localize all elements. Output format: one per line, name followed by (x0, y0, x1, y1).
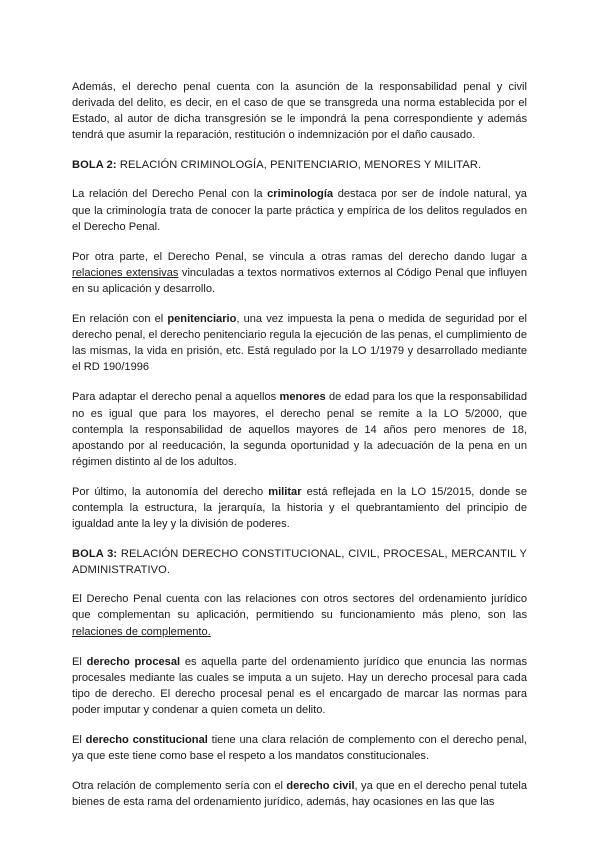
text-run: vinculadas a textos normativos externos al Código Penal que influyen en su aplicación y desarrollo. (72, 266, 527, 295)
underlined-term: relaciones de complemento. (72, 625, 211, 638)
text-run: , una vez impuesta la pena o medida de seguridad por el derecho penal, el derecho penitenciario regula la ejecución de las penas, el cumplimiento de las mismas, la vida en prisión, etc. Está regulado por la LO 1/1979 y desarrollado mediante el RD 190/1996 (72, 313, 527, 374)
text-run: Además, el derecho penal cuenta con la asunción de la responsabilidad penal y civil derivada del delito, es decir, en el caso de que se transgreda una norma establecida por el Estado, al autor de dicha transgresión se le impondrá la pena correspondiente y además tendrá que asumir la reparación, restitución o indemnización por el daño causado. (72, 81, 527, 142)
bold-term: BOLA 3: (72, 548, 118, 561)
text-run: Por otra parte, el Derecho Penal, se vincula a otras ramas del derecho dando lugar a (72, 250, 527, 263)
text-run: Para adaptar el derecho penal a aquellos (72, 391, 280, 404)
bold-term: menores (279, 391, 326, 404)
text-run: tiene una clara relación de complemento con el derecho penal, ya que este tiene como base el respeto a los mandatos constitucionales. (72, 734, 528, 763)
text-run: RELACIÓN CRIMINOLOGÍA, PENITENCIARIO, MENORES Y MILITAR. (116, 159, 482, 172)
text-run: destaca por ser de índole natural, ya que la criminología trata de conocer la parte práctica y empírica de los delitos regulados en el Derecho Penal. (72, 188, 527, 233)
text-run: está reflejada en la LO 15/2015, donde se contempla la estructura, la jerarquía, la historia y el quebrantamiento del principio de igualdad ante la ley y la división de poderes. (72, 485, 527, 531)
body-paragraph (72, 249, 527, 297)
bold-term: militar (268, 485, 302, 498)
bold-term: derecho civil (286, 780, 355, 793)
text-run: En relación con el (72, 313, 168, 326)
bold-term: penitenciario (167, 313, 237, 326)
body-paragraph (72, 654, 527, 718)
body-paragraph (72, 732, 527, 764)
body-paragraph (72, 591, 527, 639)
document-page (72, 79, 527, 824)
body-paragraph (72, 79, 527, 143)
section-heading (72, 546, 527, 578)
text-run: de edad para los que la responsabilidad no es igual que para los mayores, el derecho penal se remite a la LO 5/2000, que contempla la responsabilidad de aquellos mayores de 14 años pero menores de 18, apostando por al reeducación, la segunda oportunidad y la adecuación de la pena en un régimen distinto al de los adultos. (72, 391, 527, 468)
text-run: , ya que en el derecho penal tutela bienes de esta rama del ordenamiento jurídico, además, hay ocasiones en las que las (72, 780, 528, 809)
bold-term: criminología (267, 188, 334, 201)
text-run: El (72, 734, 86, 746)
text-run: es aquella parte del ordenamiento jurídico que enuncia las normas procesales mediante las cuales se imputa a un sujeto. Hay un derecho procesal para cada tipo de derecho. El derecho procesal penal es el encargado de marcar las normas para poder imputar y condenar a quien cometa un delito. (72, 655, 528, 716)
section-heading (72, 157, 527, 173)
body-paragraph (72, 186, 527, 234)
body-paragraph (72, 311, 527, 375)
text-run: El (72, 655, 87, 668)
text-run: La relación del Derecho Penal con la (72, 188, 268, 201)
underlined-term: relaciones extensivas (72, 266, 179, 279)
text-run: RELACIÓN DERECHO CONSTITUCIONAL, CIVIL, PROCESAL, MERCANTIL Y ADMINISTRATIVO. (72, 548, 527, 577)
body-paragraph (72, 778, 527, 810)
bold-term: derecho constitucional (85, 734, 208, 746)
bold-term: derecho procesal (86, 655, 181, 668)
body-paragraph (72, 484, 527, 532)
bold-term: BOLA 2: (72, 159, 117, 172)
body-paragraph (72, 389, 527, 469)
text-run: El Derecho Penal cuenta con las relaciones con otros sectores del ordenamiento jurídico que complementan su aplicación, permitiendo su funcionamiento más pleno, son las (72, 593, 527, 622)
text-run: Otra relación de complemento sería con el (72, 780, 287, 793)
text-run: Por último, la autonomía del derecho (72, 485, 269, 498)
